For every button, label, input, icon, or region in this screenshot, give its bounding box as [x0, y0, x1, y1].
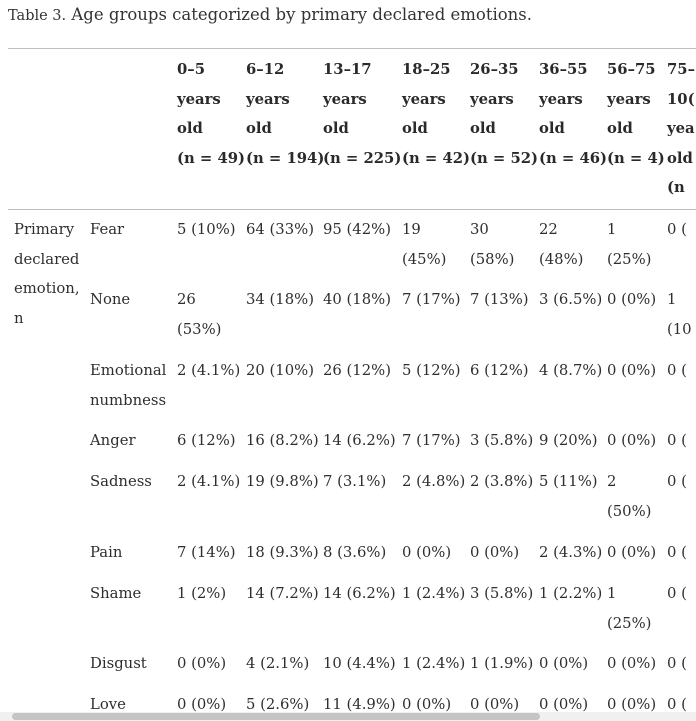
table-top-rule	[8, 48, 696, 49]
column-header-n[interactable]: (n = 42)	[402, 149, 471, 167]
table-cell: 11 (4.9%)	[323, 696, 396, 712]
column-header-n[interactable]: (n = 225)	[323, 149, 402, 167]
table-cell: 14 (6.2%)	[323, 585, 396, 602]
column-header-n[interactable]: (n = 46)	[539, 149, 608, 167]
table-cell: (58%)	[470, 250, 515, 268]
table-cell: 0 (	[667, 221, 687, 238]
table-cell: 16 (8.2%)	[246, 432, 319, 449]
table-cell: 7 (14%)	[177, 544, 236, 561]
column-header-range[interactable]: 18–25	[402, 61, 451, 78]
column-header-l2[interactable]: old	[539, 120, 565, 137]
table-cell: 1 (2.2%)	[539, 585, 603, 602]
table-cell: 30	[470, 221, 489, 238]
table-cell: 10 (4.4%)	[323, 655, 396, 672]
column-header-range[interactable]: 6–12	[246, 61, 285, 78]
row-label: numbness	[90, 391, 167, 409]
table-cell: 0 (0%)	[607, 696, 657, 712]
column-header-range[interactable]: 26–35	[470, 61, 519, 78]
column-header-range[interactable]: 0–5	[177, 61, 205, 78]
table-cell: 6 (12%)	[470, 362, 529, 379]
table-cell: (25%)	[607, 614, 652, 632]
table-cell: 0 (0%)	[607, 544, 657, 561]
table-cell: 26 (12%)	[323, 362, 391, 379]
column-header-l1[interactable]: years	[402, 90, 446, 108]
table-cell: 0 (0%)	[402, 544, 452, 561]
table-cell: 7 (13%)	[470, 291, 529, 308]
table-cell: 2 (3.8%)	[470, 473, 534, 490]
table-caption-title: Age groups categorized by primary declared emotions.	[71, 5, 533, 24]
column-header-n[interactable]: (n = 49)	[177, 149, 246, 167]
table-cell: 2 (4.8%)	[402, 473, 466, 490]
table-cell: 0 (	[667, 585, 687, 602]
table-cell: 0 (0%)	[177, 696, 227, 712]
table-cell: 0 (0%)	[607, 291, 657, 308]
row-label: None	[90, 291, 131, 308]
table-cell: 5 (10%)	[177, 221, 236, 238]
table-cell: 20 (10%)	[246, 362, 314, 379]
column-header-range[interactable]: 75–	[667, 61, 695, 78]
table-cell: 64 (33%)	[246, 221, 314, 238]
column-header-n[interactable]: (n = 52)	[470, 149, 539, 167]
table-cell: (10	[667, 320, 692, 338]
table-cell: 0 (	[667, 655, 687, 672]
horizontal-scrollbar[interactable]	[0, 712, 696, 721]
row-label: Pain	[90, 544, 123, 561]
column-header-l1[interactable]: years	[607, 90, 651, 108]
table-cell: 5 (11%)	[539, 473, 598, 490]
table-cell: 0 (0%)	[470, 544, 520, 561]
table-cell: 0 (0%)	[539, 696, 589, 712]
table-cell: 3 (6.5%)	[539, 291, 603, 308]
table-cell: 9 (20%)	[539, 432, 598, 449]
column-header-l2[interactable]: old	[177, 120, 203, 137]
column-header-l1[interactable]: years	[323, 90, 367, 108]
table-cell: 95 (42%)	[323, 221, 391, 238]
table-cell: 1	[667, 291, 677, 308]
row-label: Anger	[90, 432, 136, 449]
table-cell: 0 (0%)	[177, 655, 227, 672]
table-cell: 6 (12%)	[177, 432, 236, 449]
table-caption-label: Table 3.	[8, 8, 67, 24]
table-cell: (53%)	[177, 320, 222, 338]
row-label: Sadness	[90, 473, 152, 490]
column-header-l2[interactable]: old	[607, 120, 633, 137]
table-cell: (50%)	[607, 502, 652, 520]
table-cell: 2	[607, 473, 617, 490]
table-cell: 2 (4.1%)	[177, 473, 241, 490]
table-cell: 26	[177, 291, 196, 308]
table-cell: 1 (2%)	[177, 585, 227, 602]
table-cell: 14 (7.2%)	[246, 585, 319, 602]
column-header-n[interactable]: (n = 194)	[246, 149, 325, 167]
row-group-label: emotion,	[14, 280, 80, 297]
table-cell: 34 (18%)	[246, 291, 314, 308]
table-cell: 1 (2.4%)	[402, 655, 466, 672]
column-header-l1[interactable]: years	[539, 90, 583, 108]
table-cell: 22	[539, 221, 558, 238]
table-cell: 19 (9.8%)	[246, 473, 319, 490]
table-cell: (25%)	[607, 250, 652, 268]
row-label: Emotional	[90, 362, 167, 379]
table-cell: 5 (2.6%)	[246, 696, 310, 712]
table-header-rule	[8, 209, 696, 210]
table-cell: 0 (0%)	[402, 696, 452, 712]
table-cell: 7 (17%)	[402, 432, 461, 449]
table-cell: 1 (1.9%)	[470, 655, 534, 672]
table-cell: 0 (	[667, 473, 687, 490]
column-header-range[interactable]: 56–75	[607, 61, 656, 78]
table-cell: 4 (2.1%)	[246, 655, 310, 672]
column-header-l2[interactable]: old	[246, 120, 272, 137]
row-label: Fear	[90, 221, 125, 238]
column-header-l1[interactable]: 10(	[667, 90, 695, 108]
table-cell: 2 (4.1%)	[177, 362, 241, 379]
table-cell: 0 (0%)	[607, 362, 657, 379]
table-cell: 19	[402, 221, 421, 238]
table-cell: 1	[607, 585, 617, 602]
scrollbar-thumb[interactable]	[12, 713, 540, 720]
column-header-l1[interactable]: years	[177, 90, 221, 108]
table-cell: 18 (9.3%)	[246, 544, 319, 561]
row-label: Shame	[90, 585, 142, 602]
row-label: Disgust	[90, 655, 147, 672]
table-cell: (48%)	[539, 250, 584, 268]
table-cell: 1 (2.4%)	[402, 585, 466, 602]
column-header-l2[interactable]: yea	[667, 120, 695, 137]
column-header-l2[interactable]: old	[323, 120, 349, 137]
table-cell: 7 (17%)	[402, 291, 461, 308]
table-cell: 3 (5.8%)	[470, 585, 534, 602]
column-header-l1[interactable]: years	[246, 90, 290, 108]
table-cell: 0 (0%)	[607, 432, 657, 449]
table-cell: 3 (5.8%)	[470, 432, 534, 449]
row-group-label: n	[14, 309, 24, 327]
column-header-n[interactable]: old	[667, 149, 693, 167]
table-cell: 0 (0%)	[607, 655, 657, 672]
table-cell: 14 (6.2%)	[323, 432, 396, 449]
column-header-l2[interactable]: old	[470, 120, 496, 137]
table-cell: 5 (12%)	[402, 362, 461, 379]
table-cell: 0 (0%)	[539, 655, 589, 672]
column-header-range[interactable]: 36–55	[539, 61, 588, 78]
table-cell: 2 (4.3%)	[539, 544, 603, 561]
table-cell: 0 (	[667, 696, 687, 712]
row-label: Love	[90, 696, 126, 712]
table-cell: 0 (0%)	[470, 696, 520, 712]
column-header-n[interactable]: (n = 4)	[607, 149, 665, 167]
table-cell: 4 (8.7%)	[539, 362, 603, 379]
table-cell: 0 (	[667, 544, 687, 561]
row-group-label: declared	[14, 250, 80, 268]
table-cell: 7 (3.1%)	[323, 473, 387, 490]
row-group-label: Primary	[14, 221, 75, 238]
column-header-range[interactable]: 13–17	[323, 61, 372, 78]
table-cell: (45%)	[402, 250, 447, 268]
table-cell: 40 (18%)	[323, 291, 391, 308]
table-cell: 0 (	[667, 362, 687, 379]
table-cell: 8 (3.6%)	[323, 544, 387, 561]
table-cell: 0 (	[667, 432, 687, 449]
column-header-n2[interactable]: (n	[667, 179, 685, 196]
column-header-l1[interactable]: years	[470, 90, 514, 108]
table-cell: 1	[607, 221, 617, 238]
column-header-l2[interactable]: old	[402, 120, 428, 137]
